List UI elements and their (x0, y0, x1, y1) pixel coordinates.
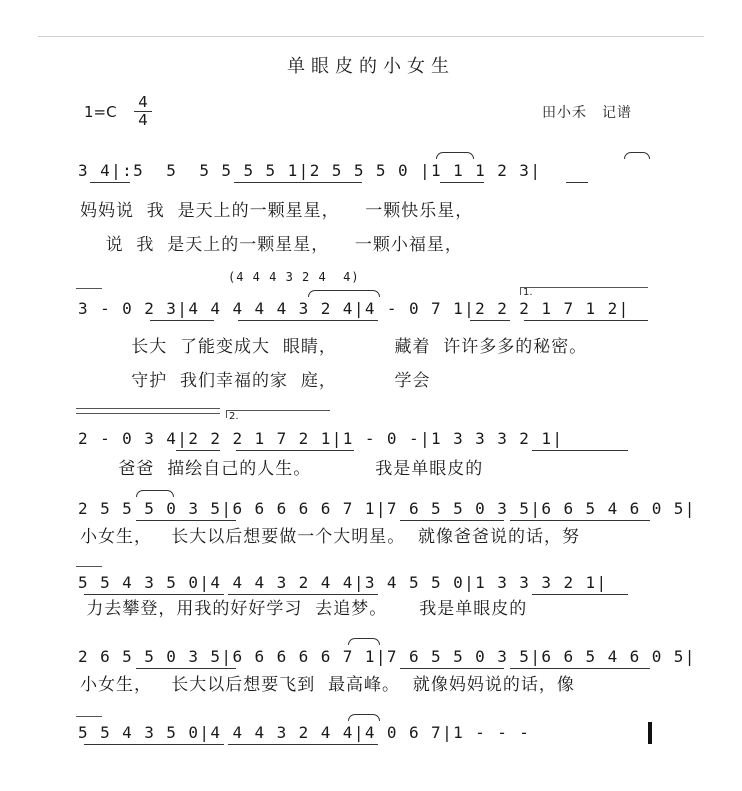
melody-line-1: 3 4|:5 5 5 5 5 5 1|2 5 5 5 0 |1 1 1 2 3| (78, 161, 542, 180)
underline (524, 320, 648, 321)
underline (440, 182, 484, 183)
underline (238, 320, 378, 321)
underline (236, 450, 354, 451)
underline (150, 320, 214, 321)
tie-line (76, 408, 220, 409)
underline (84, 594, 224, 595)
slur (348, 638, 380, 645)
lyrics-line-6: 小女生， 长大以后想要飞到 最高峰。 就像妈妈说的话，像 (80, 675, 575, 695)
key-signature: 1=C (84, 103, 117, 121)
underline (566, 182, 588, 183)
underline (90, 182, 130, 183)
underline (470, 320, 510, 321)
time-signature-bottom: 4 (138, 111, 148, 129)
volta-tick (520, 287, 521, 295)
underline (136, 520, 236, 521)
tie-line (76, 716, 102, 717)
tie-line (76, 288, 102, 289)
lyrics-line-1-verse-2: 说 我 是天上的一颗星星， 一颗小福星， (80, 235, 463, 255)
melody-line-3: 2 - 0 3 4|2 2 2 1 7 2 1|1 - 0 -|1 3 3 3 2 1| (78, 429, 564, 448)
slur (308, 290, 380, 297)
underline (234, 182, 362, 183)
underline (400, 668, 504, 669)
lyrics-line-2-verse-1: 长大 了能变成大 眼睛， 藏着 许许多多的秘密。 (80, 337, 588, 357)
song-title: 单眼皮的小女生 (287, 56, 455, 77)
underline (510, 668, 650, 669)
time-signature (134, 94, 152, 129)
ornament-notes: (4 4 4 3 2 4 4) (228, 270, 360, 284)
underline (510, 520, 650, 521)
melody-line-5: 5 5 4 3 5 0|4 4 4 3 2 4 4|3 4 5 5 0|1 3 3 3 2 1| (78, 573, 608, 592)
transcriber-credit: 田小禾 记谱 (542, 105, 632, 121)
melody-line-6: 2 6 5 5 0 3 5|6 6 6 6 6 7 1|7 6 5 5 0 3 5|6 6 5 4 6 0 5| (78, 647, 696, 666)
lyrics-line-1-verse-1: 妈妈说 我 是天上的一颗星星， 一颗快乐星， (80, 201, 474, 221)
top-rule (38, 36, 704, 37)
tie-line (76, 566, 102, 567)
underline (84, 744, 224, 745)
tie-line (76, 413, 220, 414)
underline (228, 744, 378, 745)
volta-line (226, 410, 330, 411)
slur (136, 490, 174, 497)
melody-line-4: 2 5 5 5 0 3 5|6 6 6 6 6 7 1|7 6 5 5 0 3 5|6 6 5 4 6 0 5| (78, 499, 696, 518)
lyrics-line-3: 爸爸 描绘自己的人生。 我是单眼皮的 (80, 459, 484, 479)
underline (176, 450, 220, 451)
lyrics-line-2-verse-2: 守护 我们幸福的家 庭， 学会 (80, 371, 431, 391)
lyrics-line-4: 小女生， 长大以后想要做一个大明星。 就像爸爸说的话，努 (80, 527, 581, 547)
melody-line-2: 3 - 0 2 3|4 4 4 4 4 3 2 4|4 - 0 7 1|2 2 2 1 7 1 2| (78, 299, 630, 318)
volta-tick (226, 410, 227, 418)
underline (532, 594, 628, 595)
time-signature-top: 4 (134, 94, 152, 112)
underline (400, 520, 504, 521)
underline (228, 594, 378, 595)
slur (348, 714, 380, 721)
final-barline (648, 722, 652, 744)
slur (436, 152, 474, 159)
lyrics-line-5: 力去攀登，用我的好好学习 去追梦。 我是单眼皮的 (80, 599, 528, 619)
volta-1-label: 1. (523, 287, 533, 298)
underline (136, 668, 236, 669)
volta-2-label: 2. (229, 411, 239, 422)
underline (532, 450, 628, 451)
melody-line-7: 5 5 4 3 5 0|4 4 4 3 2 4 4|4 0 6 7|1 - - - (78, 723, 531, 742)
volta-line (520, 287, 648, 288)
slur (624, 152, 650, 159)
